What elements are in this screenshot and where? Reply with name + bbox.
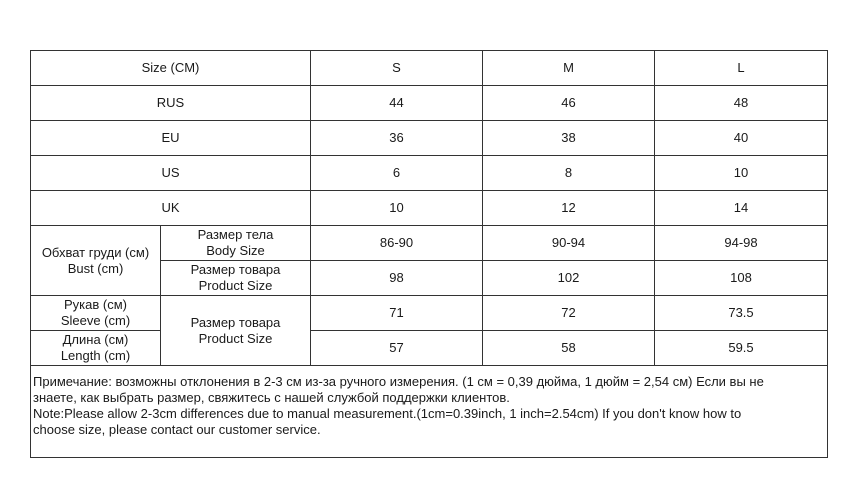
cell: 46 [483,86,655,121]
table-row-length [31,331,828,366]
note-cell [31,366,828,458]
cell: 90-94 [483,226,655,261]
note-ru-line2: знаете, как выбрать размер, свяжитесь с нашей службой поддержки клиентов. [33,390,510,405]
product-size-label-en: Product Size [198,278,273,293]
note-row [31,366,828,458]
bust-label-ru: Обхват груди (см) [41,244,150,260]
cell: 38 [483,121,655,156]
table-row-uk [31,191,828,226]
note-en-line2: choose size, please contact our customer service. [33,422,321,437]
bust-label [31,226,161,296]
size-chart-table [30,50,828,458]
cell: 36 [311,121,483,156]
note-en-line1: Note:Please allow 2-3cm differences due to manual measurement.(1cm=0.39inch, 1 inch=2.54cm) If you don't know how to [33,406,742,421]
table-row-bust-body [31,226,828,261]
row-label: US [31,156,311,191]
cell: 108 [655,261,828,296]
garment-product-size-label [161,296,311,366]
product-size-label [161,261,311,296]
body-size-label-en: Body Size [206,243,265,258]
garment-product-label-en: Product Size [198,330,273,346]
body-size-label-ru: Размер тела [197,227,274,242]
table-row-eu [31,121,828,156]
row-label: UK [31,191,311,226]
cell: 8 [483,156,655,191]
size-header-label: Size (CM) [31,51,311,86]
cell: 14 [655,191,828,226]
cell: 98 [311,261,483,296]
product-size-label-ru: Размер товара [190,262,281,277]
cell: 10 [655,156,828,191]
size-header-m: M [483,51,655,86]
bust-label-en: Bust (cm) [67,260,124,276]
table-row-us [31,156,828,191]
row-label: RUS [31,86,311,121]
cell: 10 [311,191,483,226]
cell: 48 [655,86,828,121]
length-label-ru: Длина (см) [62,332,129,347]
cell: 86-90 [311,226,483,261]
cell: 102 [483,261,655,296]
length-label [31,331,161,366]
cell: 44 [311,86,483,121]
note-ru-line1: Примечание: возможны отклонения в 2-3 см из-за ручного измерения. (1 см = 0,39 дюйма, 1 дюйм = 2,54 см) Если вы не [33,374,764,389]
body-size-label [161,226,311,261]
cell: 94-98 [655,226,828,261]
table-row-rus [31,86,828,121]
cell: 6 [311,156,483,191]
size-header-l: L [655,51,828,86]
header-row [31,51,828,86]
length-label-en: Length (cm) [60,348,131,363]
garment-product-label-ru: Размер товара [190,314,281,330]
cell: 40 [655,121,828,156]
cell: 58 [483,331,655,366]
cell: 57 [311,331,483,366]
table-row-sleeve [31,296,828,331]
row-label: EU [31,121,311,156]
sleeve-label-ru: Рукав (см) [64,297,127,312]
cell: 12 [483,191,655,226]
cell: 73.5 [655,296,828,331]
size-header-s: S [311,51,483,86]
sleeve-label-en: Sleeve (cm) [60,313,131,328]
sleeve-label [31,296,161,331]
cell: 59.5 [655,331,828,366]
cell: 71 [311,296,483,331]
cell: 72 [483,296,655,331]
